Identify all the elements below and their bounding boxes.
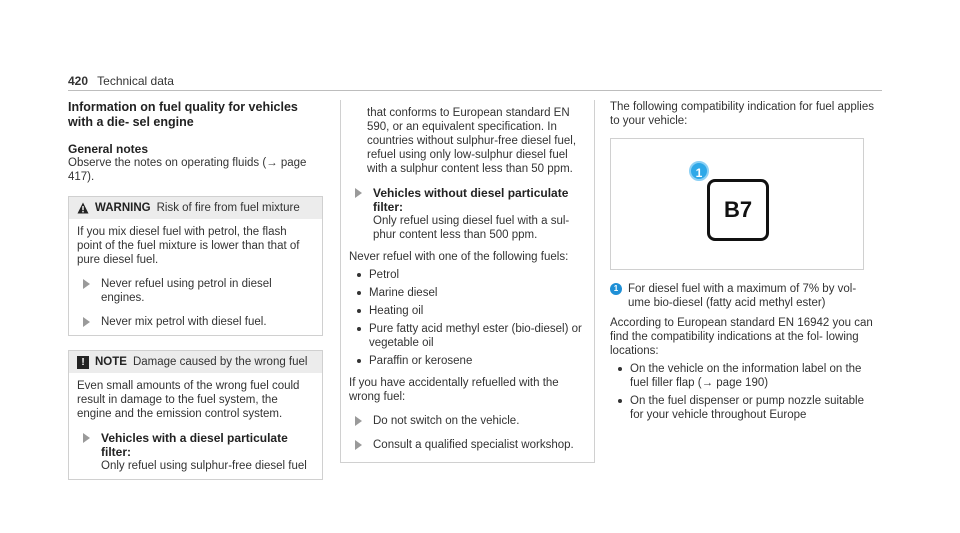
bullet-icon	[618, 399, 622, 403]
figure-legend	[610, 282, 880, 310]
note-continued-text: that conforms to European standard EN 590, or an equivalent specification. In countries without sulphur-free diesel fuel, refuel using only low-sulphur diesel fuel with a sulphur content less than 50 ppm.	[367, 107, 577, 175]
note-label: NOTE	[95, 356, 127, 368]
according-text: According to European standard EN 16942 you can find the compatibility indications at the fol- lowing locations:	[610, 317, 873, 357]
note-step-text: Only refuel using sulphur-free diesel fuel	[101, 460, 307, 472]
warning-title: Risk of fire from fuel mixture	[156, 202, 300, 214]
bullet-icon	[357, 273, 361, 277]
bullet-icon	[357, 359, 361, 363]
callout-number-icon: 1	[689, 161, 709, 181]
page-number: 420	[68, 74, 89, 88]
general-notes-heading: General notes	[68, 142, 149, 156]
page-header	[68, 74, 174, 88]
note-step	[349, 186, 586, 242]
exclamation-icon: !	[77, 356, 89, 369]
column-1	[68, 100, 323, 480]
column-3	[610, 100, 880, 422]
legend-text: For diesel fuel with a maximum of 7% by vol- ume bio-diesel (fatty acid methyl ester)	[628, 283, 857, 309]
header-rule	[68, 90, 882, 91]
warning-box	[68, 196, 323, 336]
section-title: Technical data	[97, 74, 174, 88]
note-step-heading: Vehicles without diesel particulate filter:	[373, 186, 569, 214]
never-refuel-text: Never refuel with one of the following fuels:	[349, 251, 569, 263]
fuel-list	[349, 268, 586, 368]
warning-step: Never refuel using petrol in diesel engines.	[77, 277, 314, 305]
bullet-icon	[357, 327, 361, 331]
b7-label-icon: B7	[707, 179, 769, 241]
list-item: Heating oil	[349, 304, 586, 318]
note-box	[68, 350, 323, 480]
bullet-icon	[357, 291, 361, 295]
location-list	[610, 362, 880, 422]
warning-body: If you mix diesel fuel with petrol, the flash point of the fuel mixture is lower than that of pure diesel fuel.	[77, 226, 300, 266]
note-step-text: Only refuel using diesel fuel with a sul- phur content less than 500 ppm.	[373, 215, 570, 241]
list-item[interactable]: On the vehicle on the information label on the fuel filler flap (→ page 190)	[610, 362, 880, 390]
note-step	[77, 431, 314, 473]
warning-label: WARNING	[95, 202, 151, 214]
column-2	[340, 100, 595, 463]
callout-number-icon: 1	[610, 283, 622, 295]
warning-step: Never mix petrol with diesel fuel.	[77, 315, 314, 329]
note-step-heading: Vehicles with a diesel particulate filter:	[101, 431, 288, 459]
page-title: Information on fuel quality for vehicles with a die- sel engine	[68, 100, 298, 129]
bullet-icon	[618, 367, 622, 371]
note-step: Do not switch on the vehicle.	[349, 414, 586, 428]
compatibility-intro: The following compatibility indication for fuel applies to your vehicle:	[610, 101, 875, 127]
step-arrow-icon	[355, 416, 365, 426]
step-arrow-icon	[355, 440, 365, 450]
list-item: Paraffin or kerosene	[349, 354, 586, 368]
compatibility-figure	[610, 138, 864, 270]
step-arrow-icon	[355, 188, 365, 198]
warning-header	[69, 197, 322, 219]
step-arrow-icon	[83, 317, 93, 327]
list-item: Petrol	[349, 268, 586, 282]
note-box-continued	[340, 100, 595, 463]
note-header	[69, 351, 322, 373]
general-notes-text[interactable]: Observe the notes on operating fluids (→ page 417).	[68, 157, 307, 183]
accidental-refuel-text: If you have accidentally refuelled with the wrong fuel:	[349, 377, 559, 403]
step-arrow-icon	[83, 433, 93, 443]
note-step: Consult a qualified specialist workshop.	[349, 438, 586, 452]
list-item: Marine diesel	[349, 286, 586, 300]
note-body: Even small amounts of the wrong fuel could result in damage to the fuel system, the engine and the emission control system.	[77, 380, 300, 420]
note-title: Damage caused by the wrong fuel	[132, 356, 308, 368]
list-item: On the fuel dispenser or pump nozzle suitable for your vehicle throughout Europe	[610, 394, 880, 422]
step-arrow-icon	[83, 279, 93, 289]
bullet-icon	[357, 309, 361, 313]
warning-triangle-icon	[77, 202, 89, 214]
list-item: Pure fatty acid methyl ester (bio-diesel) or vegetable oil	[349, 322, 586, 350]
